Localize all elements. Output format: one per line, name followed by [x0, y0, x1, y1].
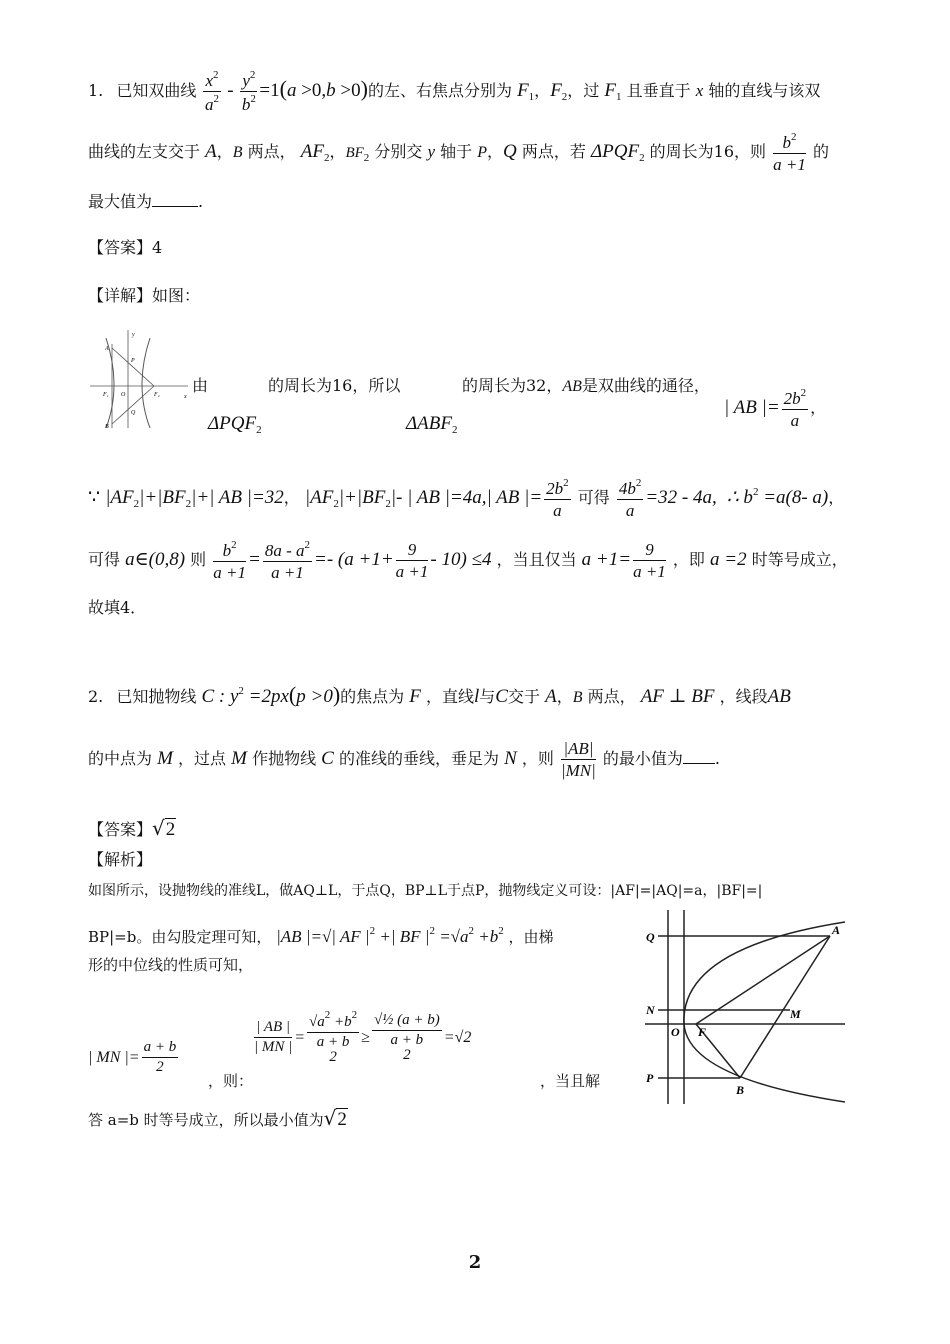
fig2-label-A: A [832, 923, 841, 937]
q1-sol-1a: 由 [192, 376, 209, 395]
q1-sol-1c: 的周长为32， [462, 376, 563, 395]
q2-text-1b: 的焦点为 [340, 687, 405, 706]
fig1-label-B: B [105, 424, 109, 430]
q2-text-2a: 的中点为 [88, 749, 153, 768]
q1-text-1e: 轴的直线与该双 [708, 81, 821, 100]
fig1-label-F2: F₂ [154, 392, 160, 398]
q2-text-1f: 两点， [587, 687, 636, 706]
q1-frac-x2a2: $\frac{x^2}{a^2}$ [204, 69, 219, 114]
q2-para-4a: ，则： [208, 1072, 254, 1090]
q1-answer-blank [152, 194, 198, 207]
q2-answer-blank [683, 751, 715, 764]
q1-sol-3c: ，当且仅当 [496, 550, 577, 569]
q1-period: . [198, 192, 204, 211]
q1-number: 1. [88, 81, 104, 100]
q2-mn-formula: | MN |= $\frac{a + b}{2}$ [88, 1039, 177, 1075]
fig1-line-bf2 [112, 386, 154, 424]
q1-text-1c: 过 [583, 81, 600, 100]
q2-para-4b: ，当且解 [540, 1072, 601, 1090]
hyperbola-figure [88, 326, 192, 430]
q1-sol-ab: AB [562, 378, 582, 395]
q2-line-1: 2. 已知抛物线 C : $y^2 =2px(p >0)$的焦点为 F ，直线l与C交于 A，B 两点， AF ⊥ BF ，线段AB [88, 682, 791, 707]
q1-sol-3b: 则 [190, 550, 207, 569]
fig1-label-Q: Q [131, 410, 136, 416]
q1-frac-b2a1: $\frac{b^2}{a +1}$ [773, 131, 806, 174]
q1-line-2: 曲线的左支交于 A，B 两点， $AF_2$，$BF_2$ 分别交 y 轴于 P，Q 两点，若 $\Delta PQF_2$ 的周长为16，则 $\frac{b^2}{a +1}$ 的 [88, 131, 829, 174]
q2-text-1a: 已知抛物线 [116, 687, 197, 706]
fig1-label-P: P [131, 358, 135, 364]
q2-text-2b: ，过点 [178, 749, 227, 768]
fig1-label-O: O [121, 392, 126, 398]
q2-para-5: 答 a=b 时等号成立，所以最小值为√2 [88, 1106, 347, 1130]
fig1-label-y: y [132, 332, 135, 338]
fig2-label-P: P [646, 1071, 654, 1085]
q1-text-3: 最大值为 [88, 192, 153, 211]
fig1-right-branch [142, 338, 150, 428]
q2-analysis: 【解析】 [88, 850, 153, 869]
q1-text-1b: 的左、右焦点分别为 [367, 81, 512, 100]
q2-para-1: 如图所示，设抛物线的准线L，做AQ⊥L，于点Q，BP⊥L于点P，抛物线定义可设：|AF|=|AQ|=a，|BF|=| [88, 883, 763, 899]
q1-line-3 [88, 194, 203, 210]
q2-answer-line: 【答案】√2 [88, 816, 176, 840]
q1-text-2a: 曲线的左支交于 [88, 142, 201, 161]
q1-sol-1e: 是双曲线的通径， [581, 376, 710, 395]
q2-text-1e: 交于 [507, 687, 540, 706]
q2-text-1d: 与 [479, 687, 496, 706]
q1-frac-y2b2: $\frac{y^2}{b^2}$ [241, 69, 256, 114]
q1-detail: 【详解】如图： [88, 286, 201, 305]
q1-text-2d: 轴于 [440, 142, 473, 161]
q1-text-2e: 两点，若 [521, 142, 586, 161]
q1-sol-line-3: 可得 a∈(0,8) 则 $\frac{b^2}{a +1}$ = $\frac{8a - a^2}{a +1}$ =- (a +1+ $\frac{9}{a +1}$ - 10) ≤4 ，当且仅当 a +1= $\frac{9}{a +1}$ ，即 a =2 时等号成立， [88, 539, 848, 582]
q1-sol-3a: 可得 [88, 550, 121, 569]
q1-sol-1b: 的周长为16，所以 [268, 376, 401, 395]
parabola-figure [640, 888, 850, 1108]
q2-para-3: 形的中位线的性质可知， [88, 956, 254, 974]
q2-ratio-formula: $\frac{| AB |}{| MN |}$ = $√a^2 +b^2$ a + b 2 ≥ √½ (a + b) a + b 2 =√2 [254, 1009, 472, 1065]
fig2-line-fa [696, 936, 830, 1024]
q1-text-2b: 两点， [247, 142, 296, 161]
q2-line-2: 的中点为 M ，过点 M 作抛物线 C 的准线的垂线，垂足为 N ，则 $\frac{|AB|}{|MN|}$ 的最小值为 . [88, 739, 721, 780]
q1-answer: 【答案】4 [88, 238, 163, 257]
fig2-line-ab [740, 936, 830, 1078]
q1-text-2c: 分别交 [374, 142, 423, 161]
q2-text-1g: ，线段 [719, 687, 768, 706]
q2-text-2f: 的最小值为 [602, 749, 683, 768]
fig1-label-A: A [105, 346, 109, 352]
q1-sol-4: 故填4． [88, 598, 147, 617]
q1-text-2f: 的周长为16，则 [649, 142, 767, 161]
fig1-label-x: x [184, 394, 187, 400]
q1-sol-3e: 时等号成立， [751, 550, 848, 569]
q1-sol-2b: 可得 [577, 488, 610, 507]
q2-para-2b: ，由梯 [508, 928, 554, 946]
q2-para-2a: BP|=b。由勾股定理可知， [88, 928, 272, 946]
fig1-line-af2 [112, 348, 154, 386]
q1-sol-3d: ，即 [672, 550, 705, 569]
fig2-label-B: B [736, 1083, 745, 1097]
q1-sol-ab-formula: | AB |= $\frac{2b^2}{a}$ ， [724, 387, 827, 430]
page-number: 2 [468, 1252, 482, 1273]
q2-para-5-text: 答 a=b 时等号成立，所以最小值为 [88, 1111, 324, 1129]
fig1-label-F1: F₁ [103, 392, 109, 398]
q2-text-1c: ，直线 [425, 687, 474, 706]
q1-text-2g: 的 [812, 142, 829, 161]
q1-text-1d: 且垂直于 [626, 81, 691, 100]
fig2-label-F: F [698, 1025, 707, 1039]
q1-sol-pqf2: $\Delta PQF_2$ [208, 413, 262, 436]
q2-answer: 【答案】 [88, 820, 153, 839]
q2-text-2d: 的准线的垂线，垂足为 [338, 749, 499, 768]
q1-sol-abf2: $\Delta ABF_2$ [406, 413, 458, 436]
q2-period: . [714, 749, 721, 768]
q2-text-2c: 作抛物线 [252, 749, 317, 768]
q1-sol-1c-line [462, 378, 710, 395]
fig2-label-O: O [671, 1025, 680, 1039]
q1-text-1a: 已知双曲线 [116, 81, 197, 100]
fig2-label-M: M [790, 1007, 801, 1021]
q2-para-2: BP|=b。由勾股定理可知， |AB |=√| AF $|^2$ +| BF $|^2 =√a^2 +b^2$ ，由梯 [88, 925, 554, 946]
q2-text-2e: ，则 [521, 749, 554, 768]
fig2-parabola [684, 922, 845, 1102]
q1-line-1: 1. 已知双曲线 $\frac{x^2}{a^2}$ - $\frac{y^2}{b^2}$ =1(a >0,b >0)的左、右焦点分别为 $F_1$，$F_2$，过 $F_1$ 且垂直于 x 轴的直线与该双 [88, 69, 821, 114]
q1-sol-line-2: ∵ $|AF_2|+|BF_2|+|$ AB |=32， $|AF_2|+|BF_2|-$ | AB |=4a,| AB |= $\frac{2b^2}{a}$ 可得 $\frac{4b^2}{a}$ =32 - 4a, ∴ $b^2 =a(8-$ a)， [88, 477, 845, 520]
fig2-label-Q: Q [646, 930, 655, 944]
fig2-label-N: N [646, 1003, 655, 1017]
q2-number: 2. [88, 687, 104, 706]
